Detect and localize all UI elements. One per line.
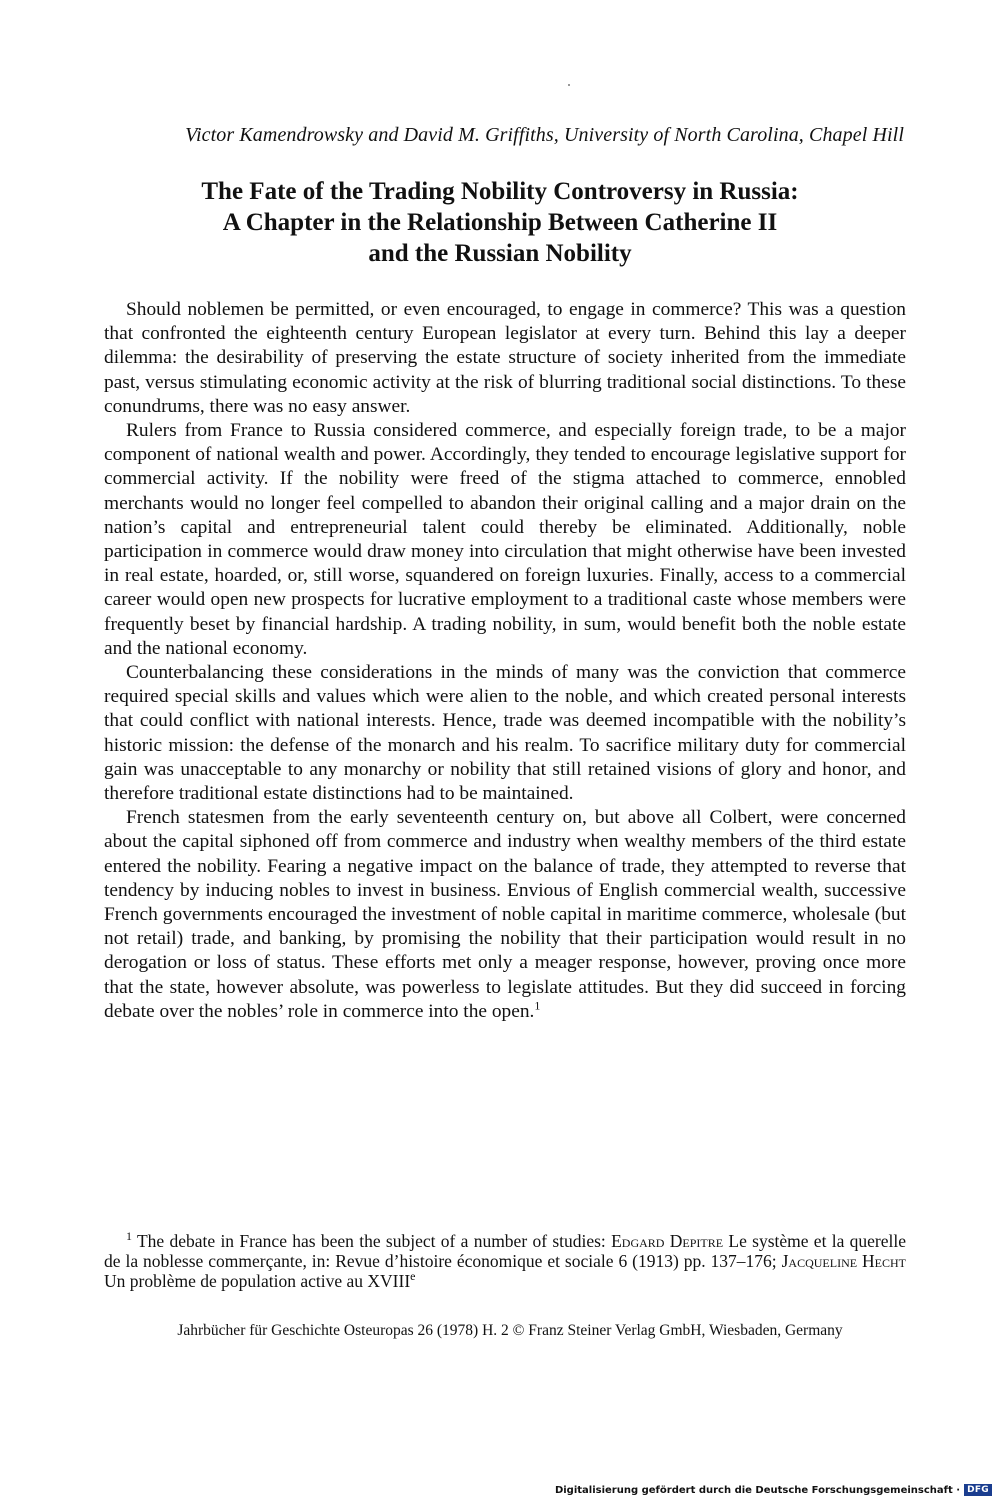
footnote-author-2: Jacqueline Hecht <box>781 1251 906 1271</box>
dfg-logo: DFG <box>964 1484 992 1496</box>
paragraph-3: Counterbalancing these considerations in the minds of many was the conviction that commerce required special skills and values which were alien to the noble, and which created personal interests that could conflict with national interests. Hence, trade was deemed incompatible with the nobility’s historic mission: the defense of the monarch and his realm. To sacrifice military duty for commercial gain was unacceptable to any monarchy or nobility that still retained visions of glory and honor, and therefore traditional estate distinctions had to be maintained. <box>104 662 906 805</box>
article-body <box>104 298 906 1024</box>
footnote-text-c: Un problème de population active au XVIII <box>104 1271 411 1291</box>
digitization-notice[interactable] <box>555 1484 992 1496</box>
footnote-reference[interactable]: 1 <box>534 998 541 1013</box>
article-title <box>100 176 900 269</box>
scan-speck <box>568 84 570 86</box>
title-line-1: The Fate of the Trading Nobility Controversy in Russia: <box>201 178 799 205</box>
paragraph-4 <box>104 806 906 1024</box>
footnote-text-b: Le système et la querelle de la noblesse commerçante, in: Revue d’histoire économique et sociale 6 (1913) pp. 137–176; <box>104 1231 907 1271</box>
journal-citation: Jahrbücher für Geschichte Osteuropas 26 (1978) H. 2 © Franz Steiner Verlag GmbH, Wiesbaden, Germany <box>177 1322 843 1339</box>
title-line-3: and the Russian Nobility <box>368 240 632 267</box>
footnote-1 <box>104 1231 906 1291</box>
footnote-text-a: The debate in France has been the subject of a number of studies: <box>136 1231 606 1251</box>
paragraph-4-text: French statesmen from the early seventeenth century on, but above all Colbert, were concerned about the capital siphoned off from commerce and industry when wealthy members of the third estate entered the nobility. Fearing a negative impact on the balance of trade, they attempted to reverse that tendency by inducing nobles to invest in business. Envious of English commercial wealth, successive French governments encouraged the investment of noble capital in maritime commerce, wholesale (but not retail) trade, and banking, by promising the nobility that their participation would result in no derogation or loss of status. These efforts met only a meager response, however, proving once more that the state, however absolute, was powerless to legislate attitudes. But they did succeed in forcing debate over the nobles’ role in commerce into the open. <box>104 807 906 1022</box>
footnote-author-1: Edgard Depitre <box>611 1231 724 1251</box>
footnote-marker: 1 <box>126 1229 132 1244</box>
paragraph-1: Should noblemen be permitted, or even encouraged, to engage in commerce? This was a question that confronted the eighteenth century European legislator at every turn. Behind this lay a deeper dilemma: the desirability of preserving the estate structure of society inherited from the immediate past, versus stimulating economic activity at the risk of blurring traditional social distinctions. To these conundrums, there was no easy answer. <box>104 299 906 417</box>
digitization-text: Digitalisierung gefördert durch die Deutsche Forschungsgemeinschaft · <box>554 1484 961 1496</box>
paragraph-2: Rulers from France to Russia considered commerce, and especially foreign trade, to be a major component of national wealth and power. Accordingly, they tended to encourage legislative support for commercial activity. If the nobility were freed of the stigma attached to commerce, ennobled merchants would no longer feel compelled to abandon their original calling and a major drain on the nation’s capital and entrepreneurial talent could thereby be eliminated. Additionally, noble participation in commerce would draw money into circulation that might otherwise have been invested in real estate, hoarded, or, still worse, squandered on foreign luxuries. Finally, access to a commercial career would open new prospects for lucrative employment to a traditional caste whose members were frequently beset by financial hardship. A trading nobility, in sum, would benefit both the noble estate and the national economy. <box>104 420 906 659</box>
author-line: Victor Kamendrowsky and David M. Griffiths, University of North Carolina, Chapel Hill <box>185 124 904 146</box>
title-line-2: A Chapter in the Relationship Between Catherine II <box>222 209 778 236</box>
footnote-superscript: e <box>410 1269 416 1284</box>
